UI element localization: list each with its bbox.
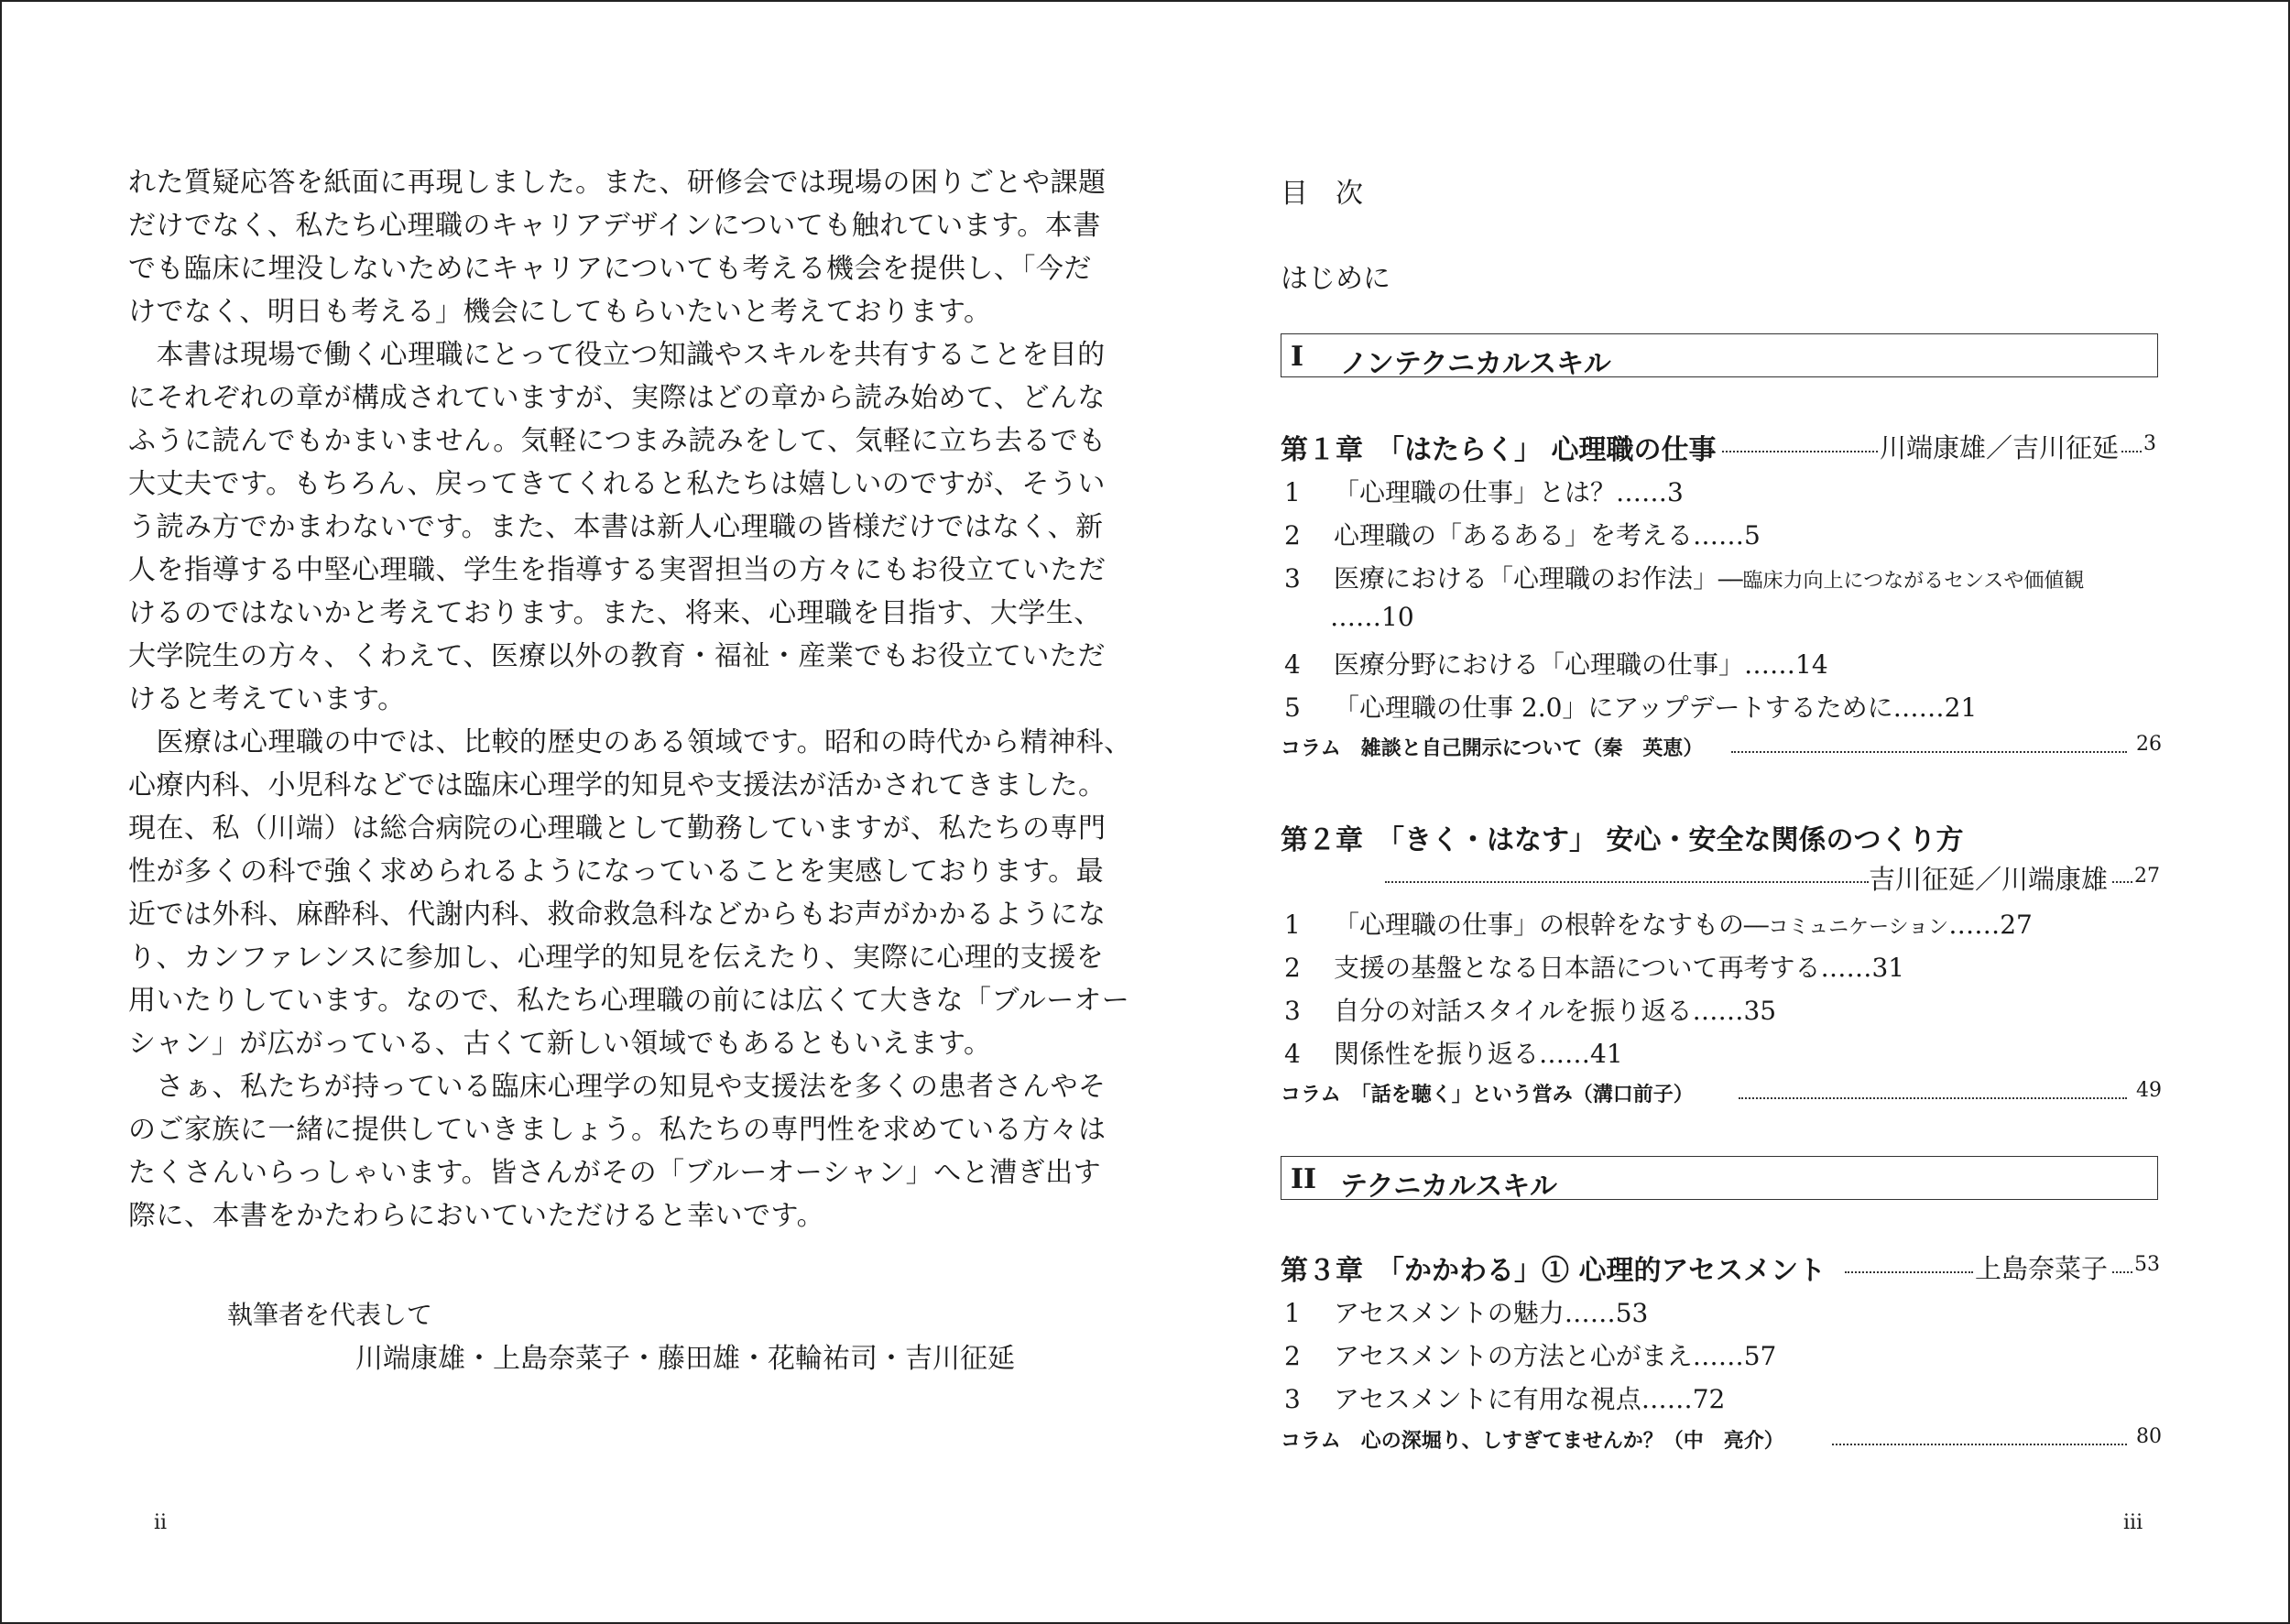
toc-section: 1 アセスメントの魅力……53 [1284, 1298, 1649, 1328]
column-entry-2: コラム 「話を聴く」という営み（溝口前子） [1281, 1083, 1694, 1106]
body-line: 用いたりしています。なので、私たち心理職の前には広くて大きな「ブルーオー [128, 985, 1130, 1017]
part-title: テクニカルスキル [1340, 1171, 1557, 1203]
part-roman: I [1291, 341, 1304, 373]
column-1-page: 26 [2136, 733, 2162, 756]
toc-intro: はじめに [1281, 263, 1390, 295]
body-line: けると考えています。 [128, 683, 406, 715]
toc-section: 4 関係性を振り返る……41 [1284, 1039, 1623, 1069]
chapter-1-heading [1281, 427, 1716, 467]
body-line: けでなく、明日も考える」機会にしてもらいたいと考えております。 [128, 296, 992, 328]
body-line: り、カンファレンスに参加し、心理学的知見を伝えたり、実際に心理的支援を [128, 942, 1105, 974]
body-line: 近では外科、麻酔科、代謝内科、救命救急科などからもお声がかかるようにな [128, 899, 1107, 931]
leader-dots [2112, 881, 2132, 883]
leader-dots [1731, 751, 2127, 753]
signature-names: 川端康雄・上島奈菜子・藤田雄・花輪祐司・吉川征延 [355, 1343, 1015, 1375]
body-line: 心療内科、小児科などでは臨床心理学的知見や支援法が活かされてきました。 [128, 769, 1107, 801]
chapter-1-authors: 川端康雄／吉川征延 [1880, 432, 2120, 463]
column-3-page: 80 [2136, 1425, 2162, 1448]
chapter-2-heading [1281, 817, 1963, 857]
body-line: れた質疑応答を紙面に再現しました。また、研修会では現場の困りごとや課題 [128, 167, 1107, 199]
column-entry-3: コラム 心の深堀り、しすぎてませんか？（中 亮介） [1281, 1429, 1784, 1453]
toc-section: 5 「心理職の仕事 2.0」にアップデートするために……21 [1284, 692, 1978, 723]
folio-left: ii [154, 1511, 168, 1534]
leader-dots [1385, 881, 1869, 883]
body-line: う読み方でかまわないです。また、本書は新人心理職の皆様だけではなく、新 [128, 511, 1104, 543]
chapter-title: 「はたらく」 心理職の仕事 [1390, 434, 1717, 466]
body-line: 本書は現場で働く心理職にとって役立つ知識やスキルを共有することを目的 [128, 339, 1106, 371]
chapter-title: 「きく・はなす」 安心・安全な関係のつくり方 [1390, 824, 1964, 856]
body-line: 性が多くの科で強く求められるようになっていることを実感しております。最 [128, 856, 1105, 888]
body-line: ふうに読んでもかまいません。気軽につまみ読みをして、気軽に立ち去るでも [128, 425, 1107, 457]
part-title: ノンテクニカルスキル [1340, 348, 1611, 380]
body-line: けるのではないかと考えております。また、将来、心理職を目指す、大学生、 [128, 597, 1102, 629]
chapter-label: 第１章 [1281, 434, 1363, 466]
body-line: 人を指導する中堅心理職、学生を指導する実習担当の方々にもお役立ていただ [128, 554, 1107, 586]
leader-dots [1832, 1444, 2127, 1445]
toc-section-cont: ……10 [1330, 602, 1414, 632]
body-line: 大丈夫です。もちろん、戻ってきてくれると私たちは嬉しいのですが、そうい [128, 468, 1106, 500]
chapter-label: 第２章 [1281, 824, 1363, 856]
chapter-label: 第３章 [1281, 1255, 1363, 1287]
signature-line: 執筆者を代表して [227, 1300, 433, 1330]
chapter-1-page: 3 [2143, 432, 2156, 455]
leader-dots [2121, 451, 2142, 452]
body-line: 医療は心理職の中では、比較的歴史のある領域です。昭和の時代から精神科、 [128, 726, 1132, 758]
body-line: のご家族に一緒に提供していきましょう。私たちの専門性を求めている方々は [128, 1114, 1107, 1146]
leader-dots [1739, 1097, 2127, 1099]
toc-section: 1 「心理職の仕事」の根幹をなすもの──コミュニケーション……27 [1284, 910, 2033, 940]
toc-heading: 目 次 [1281, 178, 1363, 210]
toc-section: 3 自分の対話スタイルを振り返る……35 [1284, 996, 1777, 1026]
body-line: にそれぞれの章が構成されていますが、実際はどの章から読み始めて、どんな [128, 382, 1106, 414]
body-line: でも臨床に埋没しないためにキャリアについても考える機会を提供し、「今だ [128, 253, 1092, 285]
part-heading-1 [1281, 333, 2158, 380]
body-line: 現在、私（川端）は総合病院の心理職として勤務していますが、私たちの専門 [128, 812, 1107, 845]
chapter-3-heading [1281, 1248, 1826, 1288]
toc-section: 4 医療分野における「心理職の仕事」……14 [1284, 649, 1828, 680]
body-line: シャン」が広がっている、古くて新しい領域でもあるともいえます。 [128, 1028, 992, 1060]
chapter-title: 「かかわる」① 心理的アセスメント [1390, 1255, 1827, 1287]
toc-section: 2 支援の基盤となる日本語について再考する……31 [1284, 953, 1905, 983]
body-line: さぁ、私たちが持っている臨床心理学の知見や支援法を多くの患者さんやそ [128, 1071, 1107, 1103]
folio-right: iii [2123, 1511, 2143, 1534]
column-2-page: 49 [2136, 1079, 2162, 1102]
body-line: たくさんいらっしゃいます。皆さんがその「ブルーオーシャン」へと漕ぎ出す [128, 1157, 1102, 1189]
chapter-2-page: 27 [2134, 865, 2160, 888]
toc-section: 3 医療における「心理職のお作法」──臨床力向上につながるセンスや価値観 [1284, 563, 2085, 594]
leader-dots [1845, 1271, 1973, 1273]
chapter-3-page: 53 [2134, 1253, 2160, 1276]
part-roman: II [1291, 1163, 1317, 1195]
body-line: だけでなく、私たち心理職のキャリアデザインについても触れています。本書 [128, 210, 1101, 242]
body-line: 大学院生の方々、くわえて、医療以外の教育・福祉・産業でもお役立ていただ [128, 640, 1106, 672]
chapter-3-authors: 上島奈菜子 [1975, 1253, 2109, 1284]
column-entry-1: コラム 雑談と自己開示について（秦 英恵） [1281, 736, 1704, 760]
part-heading-2 [1281, 1156, 2158, 1203]
leader-dots [1722, 451, 1878, 452]
leader-dots [2112, 1271, 2132, 1273]
toc-section: 3 アセスメントに有用な視点……72 [1284, 1384, 1726, 1414]
body-line: 際に、本書をかたわらにおいていただけると幸いです。 [128, 1200, 825, 1232]
chapter-2-authors: 吉川征延／川端康雄 [1869, 864, 2109, 895]
toc-section: 1 「心理職の仕事」とは？……3 [1284, 477, 1684, 507]
toc-section: 2 アセスメントの方法と心がまえ……57 [1284, 1341, 1777, 1371]
toc-section: 2 心理職の「あるある」を考える……5 [1284, 520, 1761, 550]
